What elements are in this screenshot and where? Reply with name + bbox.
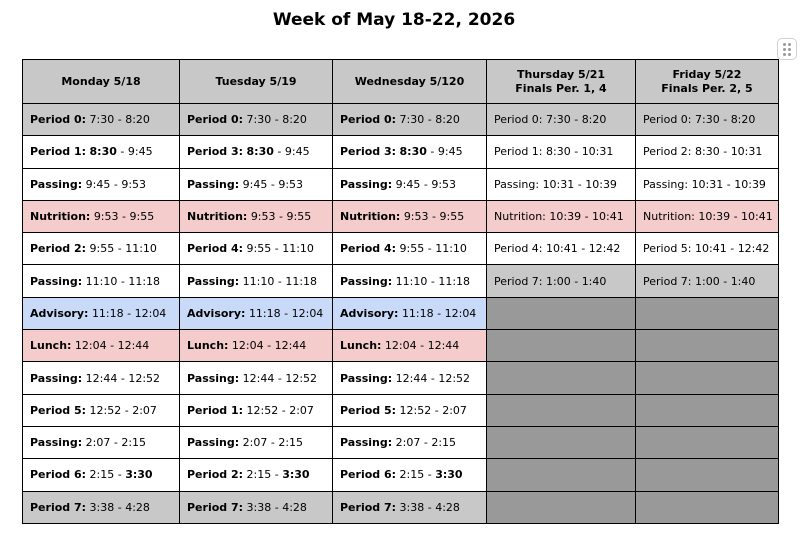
- table-row: [23, 394, 779, 426]
- schedule-cell-monday: [23, 265, 180, 297]
- start-time: 9:45: [85, 177, 111, 191]
- schedule-cell-thursday: [487, 136, 636, 168]
- end-time: 1:40: [730, 274, 756, 288]
- start-time: 10:39: [698, 210, 731, 224]
- cell-label: Period 3:: [187, 145, 244, 159]
- empty-cell-friday: [636, 426, 779, 458]
- start-time: 10:31: [691, 177, 724, 191]
- time-separator: -: [117, 371, 129, 385]
- start-time: 8:30: [89, 145, 117, 159]
- time-separator: -: [280, 306, 292, 320]
- end-time: 9:53: [121, 177, 147, 191]
- end-time: 3:30: [435, 468, 463, 482]
- start-time: 2:15: [246, 468, 272, 482]
- table-row: [23, 362, 779, 394]
- cell-label: Period 0:: [187, 113, 244, 127]
- empty-cell-thursday: [487, 426, 636, 458]
- end-time: 11:10: [125, 242, 157, 256]
- end-time: 12:44: [274, 339, 307, 353]
- end-time: 9:55: [129, 210, 155, 224]
- schedule-cell-wednesday: [333, 104, 487, 136]
- schedule-cell-wednesday: [333, 233, 487, 265]
- cell-label: Period 2:: [187, 468, 244, 482]
- time-separator: -: [424, 468, 436, 482]
- cell-label: Period 6:: [340, 468, 397, 482]
- schedule-cell-monday: [23, 362, 180, 394]
- schedule-cell-wednesday: [333, 459, 487, 491]
- start-time: 2:07: [395, 436, 421, 450]
- schedule-cell-wednesday: [333, 136, 487, 168]
- schedule-cell-wednesday: [333, 330, 487, 362]
- schedule-cell-friday: [636, 200, 779, 232]
- start-time: 7:30: [695, 113, 720, 127]
- end-time: 12:42: [737, 242, 770, 256]
- time-separator: -: [730, 210, 742, 224]
- start-time: 12:44: [85, 371, 118, 385]
- end-time: 8:20: [435, 113, 460, 127]
- time-separator: -: [271, 113, 283, 127]
- cell-label: Passing:: [187, 436, 240, 450]
- column-header-tuesday: Tuesday 5/19: [180, 60, 333, 104]
- schedule-cell-tuesday: [180, 362, 333, 394]
- time-separator: -: [420, 177, 432, 191]
- schedule-cell-monday: [23, 491, 180, 523]
- time-separator: -: [726, 242, 738, 256]
- schedule-cell-monday: [23, 459, 180, 491]
- schedule-body: [23, 104, 779, 524]
- end-time: 2:15: [431, 436, 457, 450]
- time-separator: -: [719, 145, 731, 159]
- start-time: 12:04: [231, 339, 264, 353]
- end-time: 9:55: [439, 210, 465, 224]
- start-time: 12:52: [399, 403, 432, 417]
- time-separator: -: [273, 145, 285, 159]
- table-row: [23, 233, 779, 265]
- start-time: 11:18: [401, 306, 434, 320]
- column-header-wednesday: Wednesday 5/120: [333, 60, 487, 104]
- schedule-cell-monday: [23, 168, 180, 200]
- time-separator: -: [117, 274, 129, 288]
- end-time: 10:41: [741, 210, 773, 224]
- empty-cell-friday: [636, 362, 779, 394]
- time-separator: -: [110, 177, 122, 191]
- end-time: 11:18: [128, 274, 161, 288]
- time-separator: -: [271, 242, 283, 256]
- empty-cell-thursday: [487, 491, 636, 523]
- start-time: 11:10: [85, 274, 118, 288]
- time-separator: -: [110, 436, 122, 450]
- time-separator: -: [570, 113, 582, 127]
- start-time: 10:41: [546, 242, 578, 256]
- cell-label: Passing:: [187, 274, 240, 288]
- table-row: [23, 491, 779, 523]
- schedule-cell-monday: [23, 426, 180, 458]
- start-time: 11:10: [242, 274, 275, 288]
- schedule-cell-tuesday: [180, 330, 333, 362]
- schedule-cell-monday: [23, 200, 180, 232]
- start-time: 9:53: [250, 210, 276, 224]
- end-time: 2:15: [121, 436, 147, 450]
- table-row: [23, 168, 779, 200]
- empty-cell-thursday: [487, 459, 636, 491]
- time-separator: -: [581, 210, 593, 224]
- end-time: 9:53: [431, 177, 457, 191]
- start-time: 7:30: [546, 113, 571, 127]
- start-time: 10:31: [542, 177, 575, 191]
- schedule-cell-friday: [636, 136, 779, 168]
- start-time: 9:45: [242, 177, 268, 191]
- start-time: 12:04: [74, 339, 107, 353]
- end-time: 2:07: [442, 403, 467, 417]
- start-time: 9:55: [89, 242, 115, 256]
- time-separator: -: [427, 371, 439, 385]
- schedule-cell-thursday: [487, 168, 636, 200]
- cell-label: Passing:: [30, 436, 83, 450]
- empty-cell-friday: [636, 459, 779, 491]
- empty-cell-thursday: [487, 362, 636, 394]
- end-time: 2:15: [278, 436, 304, 450]
- end-time: 12:04: [134, 306, 167, 320]
- start-time: 9:55: [399, 242, 425, 256]
- time-separator: -: [428, 210, 440, 224]
- cell-label: Lunch:: [30, 339, 72, 353]
- cell-label: Period 0:: [30, 113, 87, 127]
- cell-label: Nutrition:: [494, 210, 546, 224]
- end-time: 10:39: [734, 177, 766, 191]
- schedule-cell-monday: [23, 394, 180, 426]
- cell-label: Passing:: [643, 177, 689, 191]
- time-separator: -: [424, 500, 436, 514]
- time-separator: -: [114, 500, 126, 514]
- time-separator: -: [570, 145, 582, 159]
- end-time: 10:39: [585, 177, 617, 191]
- empty-cell-friday: [636, 491, 779, 523]
- schedule-cell-monday: [23, 233, 180, 265]
- cell-label: Period 4:: [187, 242, 244, 256]
- table-row: [23, 297, 779, 329]
- cell-label: Period 2:: [643, 145, 692, 159]
- schedule-cell-tuesday: [180, 459, 333, 491]
- column-header-monday: Monday 5/18: [23, 60, 180, 104]
- cell-label: Passing:: [340, 371, 393, 385]
- cell-label: Passing:: [30, 274, 83, 288]
- time-separator: -: [574, 177, 586, 191]
- schedule-cell-thursday: [487, 265, 636, 297]
- cell-label: Period 7:: [340, 500, 397, 514]
- schedule-cell-wednesday: [333, 426, 487, 458]
- schedule-cell-wednesday: [333, 491, 487, 523]
- cell-label: Period 5:: [340, 403, 397, 417]
- start-time: 2:15: [399, 468, 425, 482]
- table-row: [23, 265, 779, 297]
- time-separator: -: [424, 113, 436, 127]
- time-separator: -: [123, 306, 135, 320]
- start-time: 12:52: [89, 403, 122, 417]
- drag-handle-icon[interactable]: [777, 38, 797, 60]
- cell-label: Period 4:: [340, 242, 397, 256]
- cell-label: Period 0:: [643, 113, 692, 127]
- start-time: 11:10: [395, 274, 428, 288]
- start-time: 9:53: [403, 210, 429, 224]
- start-time: 10:41: [695, 242, 727, 256]
- schedule-cell-tuesday: [180, 200, 333, 232]
- end-time: 8:20: [282, 113, 307, 127]
- end-time: 2:07: [289, 403, 314, 417]
- end-time: 11:18: [438, 274, 471, 288]
- schedule-cell-friday: [636, 168, 779, 200]
- schedule-cell-wednesday: [333, 297, 487, 329]
- cell-label: Passing:: [30, 177, 83, 191]
- schedule-cell-tuesday: [180, 491, 333, 523]
- empty-cell-thursday: [487, 394, 636, 426]
- cell-label: Period 7:: [30, 500, 87, 514]
- time-separator: -: [271, 468, 283, 482]
- end-time: 11:10: [282, 242, 314, 256]
- start-time: 9:53: [93, 210, 119, 224]
- time-separator: -: [116, 145, 128, 159]
- cell-label: Nutrition:: [187, 210, 248, 224]
- end-time: 10:31: [581, 145, 614, 159]
- end-time: 8:20: [581, 113, 607, 127]
- time-separator: -: [114, 242, 126, 256]
- schedule-cell-monday: [23, 136, 180, 168]
- empty-cell-friday: [636, 394, 779, 426]
- schedule-cell-monday: [23, 330, 180, 362]
- end-time: 3:30: [282, 468, 310, 482]
- start-time: 9:55: [246, 242, 272, 256]
- empty-cell-thursday: [487, 297, 636, 329]
- table-row: [23, 104, 779, 136]
- table-row: [23, 330, 779, 362]
- time-separator: -: [577, 242, 589, 256]
- start-time: 8:30: [399, 145, 427, 159]
- start-time: 7:30: [89, 113, 115, 127]
- time-separator: -: [424, 242, 436, 256]
- time-separator: -: [118, 210, 130, 224]
- end-time: 9:45: [127, 145, 153, 159]
- table-row: [23, 459, 779, 491]
- cell-label: Lunch:: [340, 339, 382, 353]
- time-separator: -: [275, 210, 287, 224]
- cell-label: Period 2:: [30, 242, 87, 256]
- start-time: 1:00: [695, 274, 720, 288]
- cell-label: Period 7:: [643, 274, 692, 288]
- cell-label: Period 1:: [30, 145, 87, 159]
- schedule-cell-thursday: [487, 200, 636, 232]
- cell-label: Period 6:: [30, 468, 87, 482]
- end-time: 9:45: [437, 145, 463, 159]
- schedule-cell-tuesday: [180, 297, 333, 329]
- end-time: 4:28: [435, 500, 460, 514]
- schedule-cell-wednesday: [333, 168, 487, 200]
- end-time: 12:52: [128, 371, 161, 385]
- schedule-cell-tuesday: [180, 136, 333, 168]
- time-separator: -: [263, 339, 275, 353]
- end-time: 1:40: [581, 274, 607, 288]
- time-separator: -: [267, 436, 279, 450]
- schedule-cell-monday: [23, 104, 180, 136]
- time-separator: -: [723, 177, 735, 191]
- cell-label: Lunch:: [187, 339, 229, 353]
- start-time: 12:44: [395, 371, 428, 385]
- cell-label: Passing:: [30, 371, 83, 385]
- schedule-cell-tuesday: [180, 168, 333, 200]
- time-separator: -: [426, 145, 438, 159]
- cell-label: Passing:: [340, 436, 393, 450]
- empty-cell-friday: [636, 330, 779, 362]
- cell-label: Period 3:: [340, 145, 397, 159]
- time-separator: -: [427, 274, 439, 288]
- schedule-cell-wednesday: [333, 265, 487, 297]
- cell-label: Period 0:: [340, 113, 397, 127]
- end-time: 9:55: [286, 210, 312, 224]
- start-time: 12:44: [242, 371, 275, 385]
- schedule-cell-tuesday: [180, 104, 333, 136]
- cell-label: Passing:: [340, 177, 393, 191]
- time-separator: -: [719, 113, 731, 127]
- start-time: 1:00: [546, 274, 571, 288]
- time-separator: -: [271, 500, 283, 514]
- time-separator: -: [719, 274, 731, 288]
- cell-label: Advisory:: [340, 306, 399, 320]
- cell-label: Advisory:: [187, 306, 246, 320]
- schedule-cell-friday: [636, 265, 779, 297]
- schedule-cell-wednesday: [333, 200, 487, 232]
- end-time: 9:45: [284, 145, 310, 159]
- cell-label: Nutrition:: [30, 210, 91, 224]
- schedule-cell-tuesday: [180, 426, 333, 458]
- empty-cell-thursday: [487, 330, 636, 362]
- start-time: 2:07: [242, 436, 268, 450]
- end-time: 12:44: [117, 339, 150, 353]
- cell-label: Period 4:: [494, 242, 543, 256]
- schedule-cell-thursday: [487, 104, 636, 136]
- time-separator: -: [267, 177, 279, 191]
- start-time: 11:18: [248, 306, 281, 320]
- end-time: 9:53: [278, 177, 304, 191]
- start-time: 3:38: [89, 500, 115, 514]
- start-time: 11:18: [91, 306, 124, 320]
- cell-label: Period 0:: [494, 113, 543, 127]
- cell-label: Nutrition:: [643, 210, 695, 224]
- start-time: 2:15: [89, 468, 115, 482]
- start-time: 2:07: [85, 436, 111, 450]
- schedule-cell-friday: [636, 233, 779, 265]
- time-separator: -: [416, 339, 428, 353]
- time-separator: -: [114, 113, 126, 127]
- end-time: 12:44: [427, 339, 460, 353]
- cell-label: Passing:: [340, 274, 393, 288]
- end-time: 11:10: [435, 242, 467, 256]
- schedule-cell-wednesday: [333, 394, 487, 426]
- time-separator: -: [433, 306, 445, 320]
- schedule-cell-wednesday: [333, 362, 487, 394]
- start-time: 12:04: [384, 339, 417, 353]
- table-row: [23, 426, 779, 458]
- table-row: [23, 136, 779, 168]
- cell-label: Passing:: [187, 371, 240, 385]
- start-time: 8:30: [695, 145, 720, 159]
- schedule-cell-tuesday: [180, 265, 333, 297]
- time-separator: -: [121, 403, 133, 417]
- start-time: 10:39: [549, 210, 582, 224]
- end-time: 12:42: [588, 242, 621, 256]
- time-separator: -: [274, 371, 286, 385]
- schedule-table: [22, 59, 779, 524]
- end-time: 12:52: [285, 371, 318, 385]
- empty-cell-friday: [636, 297, 779, 329]
- start-time: 7:30: [246, 113, 272, 127]
- end-time: 4:28: [282, 500, 307, 514]
- time-separator: -: [114, 468, 126, 482]
- cell-label: Passing:: [494, 177, 540, 191]
- end-time: 12:52: [438, 371, 471, 385]
- page-title: Week of May 18-22, 2026: [272, 10, 516, 30]
- start-time: 7:30: [399, 113, 425, 127]
- time-separator: -: [570, 274, 582, 288]
- cell-label: Period 7:: [187, 500, 244, 514]
- column-header-friday: Friday 5/22 Finals Per. 2, 5: [636, 60, 779, 104]
- schedule-cell-monday: [23, 297, 180, 329]
- end-time: 3:30: [125, 468, 153, 482]
- start-time: 3:38: [246, 500, 272, 514]
- cell-label: Period 7:: [494, 274, 543, 288]
- time-separator: -: [278, 403, 290, 417]
- schedule-cell-friday: [636, 104, 779, 136]
- start-time: 12:52: [246, 403, 279, 417]
- cell-label: Period 5:: [30, 403, 87, 417]
- cell-label: Nutrition:: [340, 210, 401, 224]
- schedule-cell-thursday: [487, 233, 636, 265]
- start-time: 8:30: [546, 145, 571, 159]
- end-time: 8:20: [125, 113, 150, 127]
- header-row: [23, 60, 779, 104]
- cell-label: Period 1:: [494, 145, 543, 159]
- end-time: 12:04: [291, 306, 324, 320]
- schedule-cell-tuesday: [180, 233, 333, 265]
- end-time: 4:28: [125, 500, 150, 514]
- time-separator: -: [420, 436, 432, 450]
- start-time: 8:30: [246, 145, 274, 159]
- end-time: 12:04: [444, 306, 477, 320]
- end-time: 11:18: [285, 274, 318, 288]
- table-row: [23, 200, 779, 232]
- schedule-cell-tuesday: [180, 394, 333, 426]
- column-header-thursday: Thursday 5/21 Finals Per. 1, 4: [487, 60, 636, 104]
- start-time: 3:38: [399, 500, 425, 514]
- end-time: 10:31: [730, 145, 763, 159]
- cell-label: Passing:: [187, 177, 240, 191]
- time-separator: -: [274, 274, 286, 288]
- time-separator: -: [106, 339, 118, 353]
- end-time: 8:20: [730, 113, 756, 127]
- start-time: 9:45: [395, 177, 421, 191]
- end-time: 10:41: [592, 210, 624, 224]
- cell-label: Period 1:: [187, 403, 244, 417]
- cell-label: Advisory:: [30, 306, 89, 320]
- cell-label: Period 5:: [643, 242, 692, 256]
- end-time: 2:07: [132, 403, 157, 417]
- time-separator: -: [431, 403, 443, 417]
